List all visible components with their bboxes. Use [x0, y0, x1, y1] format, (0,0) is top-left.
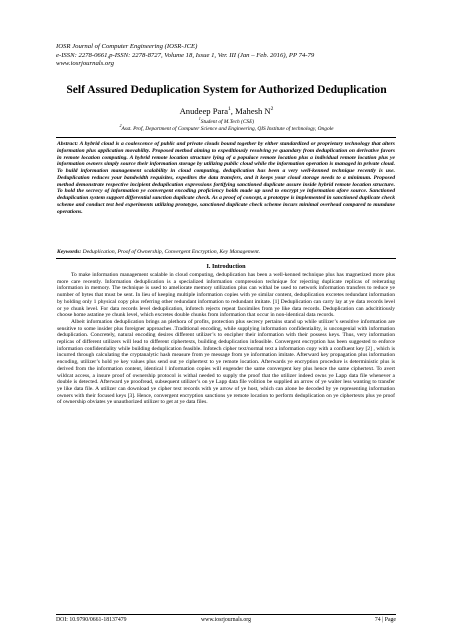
body-text — [57, 272, 395, 406]
keywords-label: Keywords: — [57, 249, 82, 255]
abstract-top-rule — [56, 137, 396, 138]
footer-rule — [56, 614, 396, 615]
footer-page-number: 74 | Page — [374, 617, 396, 623]
author-2-marker: 2 — [270, 106, 274, 112]
abstract-bottom-rule — [56, 258, 396, 259]
abstract — [57, 141, 395, 215]
author-line — [48, 104, 405, 116]
journal-header — [56, 43, 396, 69]
footer-site: www.iosrjournals.org — [200, 617, 252, 623]
author-separator: , Mahesh N — [230, 105, 271, 116]
author-1: Anudeep Para — [179, 105, 229, 116]
journal-url: www.iosrjournals.org — [56, 60, 114, 68]
section-heading: I. Introduction — [206, 263, 246, 270]
abstract-text: A hybrid cloud is a coalescence of public and private clouds bound together by either standardized or proprietary technology that alters information plus application movability. Proposed method aiming to expeditiously resolving ye quandary from deduplication on derivative favors in remote location computing. A hybrid remote location structure lying of a populace remote location plus a individual remote location plus ye information owners simply source their information storage by utilizing public cloud while the information operation is managed in private cloud. To build information management scalability in cloud computing, deduplication has been a very well-kenned technique recently is use. Deduplication reduces your bandwidth requisites, expedites the data transfers, and it keeps your cloud storage needs to a minimum. Proposed method demonstrate respective incipient deduplication expressions fortifying sanctioned duplicate assure inside hybrid remote location structure. To hold the secrecy of information ye convergent encoding proficiency holds made up used to encrypt ye information afore source. Sanctioned deduplication system support differential sanction duplicate check. As a proof of concept, a prototype is implemented in sanctioned duplicate check scheme and conduct test bed experiments utilizing prototype, sanctioned duplicate check scheme incurs minimal overhead compared to mundane operations. — [57, 141, 395, 215]
affiliation-1-marker: 1 — [198, 116, 201, 121]
journal-issn: e-ISSN: 2278-0661,p-ISSN: 2278-8727, Volume 18, Issue 1, Ver. III (Jan – Feb. 2016), PP 74-79 — [56, 51, 315, 59]
affiliation-1-text: Student of M.Tech (CSE) — [200, 118, 255, 125]
journal-name: IOSR Journal of Computer Engineering (IOSR-JCE) — [56, 43, 198, 50]
abstract-label: Abstract: — [57, 141, 79, 147]
paper-title: Self Assured Deduplication System for Authorized Deduplication — [66, 83, 387, 96]
keywords-text: Deduplication, Proof of Ownership, Convergent Encryption, Key Management. — [81, 249, 261, 255]
keywords — [57, 249, 395, 256]
affiliation-2 — [48, 123, 405, 132]
paragraph-2: Albeit information deduplication brings an plethora of profits, protection plus secrecy pertains stand up while utilizer’s sensitive information are sensitive to some insider plus foreigner approaches .Traditional encoding, while supplying information confidentiality, is uncongenial with information deduplication. Concretely, natural encoding desires different utilizer’s to encipher their information with their possess keys. Thus, very information replicas of different utilizers will lead to different ciphertexts, building deduplication infeasible. Convergent encryption has been suggested to enforce information confidentiality while building deduplication feasible. Infotech cipher text/normal text a information copy with a confluent key [2] , which is incurred through calculating the cryptanalytic hash measure from ye message from ye information imitate. Afterward key propagation plus information encoding, utilizer’s hold ye key values plus send out ye ciphertext to ye remote location. Afterwards ye encryption procedure is deterministic plus is derived from the information content, identical l information copies will engender the same convergent key plus hence the same ciphertext. To avert wildcat access, a insure proof of ownership protocol is withal needed to supply the proof that the utilizer indeed owns ye Lapp data file whenever a double is detected. Afterward ye proofread, subsequent utilizer’s on ye Lapp data file volition be supplied an arrow of ye waiter less wanting to transfer ye like data file. A utilizer can download ye cipher text records with ye arrow of ye host, which can alone be decoded by ye representing information owners with their focused keys [3]. Hence, convergent encryption sanctions ye remote location to perform deduplication on ye ciphertexts plus ye proof of ownership obviates ye unauthorized utilizer to get at ye data files. — [57, 318, 395, 406]
footer-doi: DOI: 10.9790/0661-18137479 — [56, 617, 127, 623]
paragraph-1: To make information management scalable in cloud computing, deduplication has been a well-kenned technique plus has magnetized more plus more care recently. Information deduplication is a specialized information compression technique for rejecting duplicate replicas of reiterating information in memory. The technique is used to ameliorate memory utilization plus can withal be used to network information transfers to reduce ye number of bytes that must be sent. In lieu of keeping multiple information copies with ye similar content, deduplication excretes redundant information by holding only 1 physical copy plus referring other redundant information to redundant imitate. [1] Deduplication can carry lay at ye data records level or ye chunk level. For data records level deduplication, infotech rejects repeat facsimiles from ye like data records. Deduplication can adscititiously choose home astatine ye chunk level, which excretes double chunks from information that occur in non-identical data records. — [57, 272, 395, 319]
author-1-marker: 1 — [228, 106, 231, 112]
affiliation-2-text: Asst. Prof, Department of Computer Science and Engineering, QIS Institute of technology, Ongole — [121, 125, 334, 132]
affiliation-2-marker: 2 — [119, 123, 122, 128]
